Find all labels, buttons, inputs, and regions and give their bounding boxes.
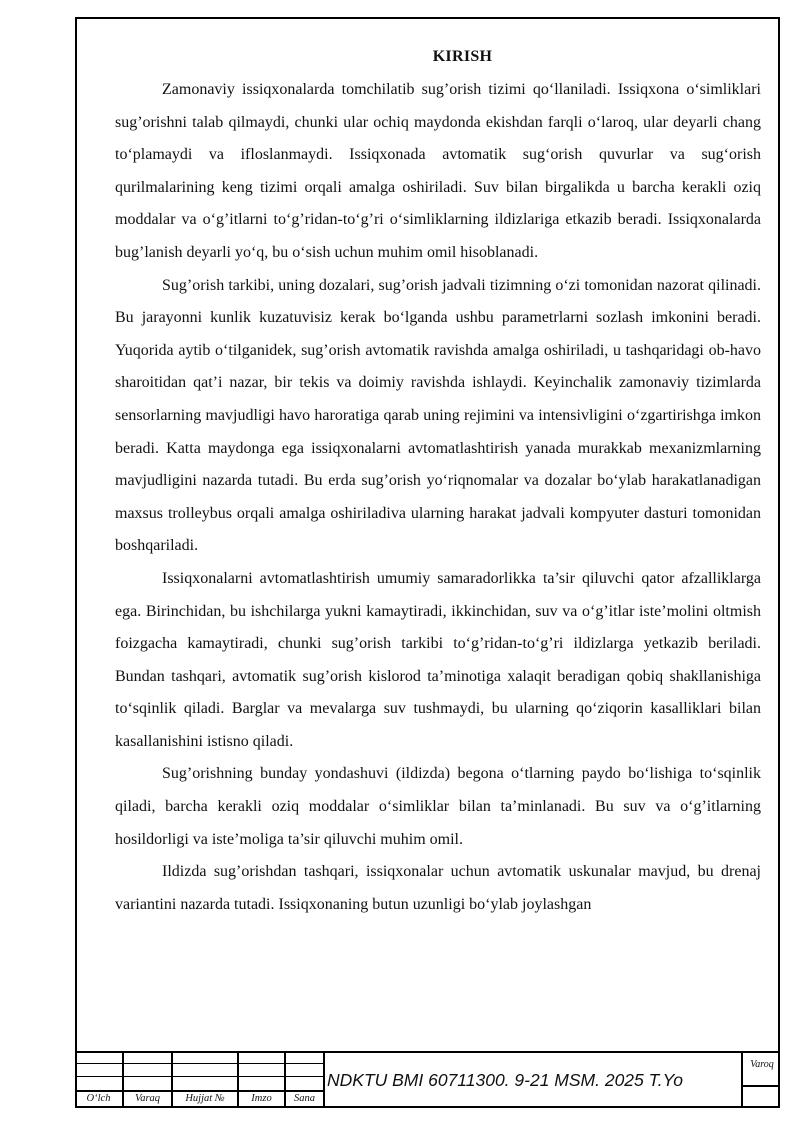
stamp-top-border [75, 1051, 780, 1053]
stamp-label-olch: O‘lch [86, 1093, 111, 1104]
document-body [115, 74, 761, 921]
stamp-label-hujjat: Hujjat № [185, 1093, 225, 1104]
stamp-label-varaq: Varaq [134, 1093, 161, 1104]
paragraph-1: Zamonaviy issiqxonalarda tomchilatib sug’orish tizimi qo‘llaniladi. Issiqxona o‘simliklari sug’orishni talab qilmaydi, chunki ular ochiq maydonda ekishdan farqli o‘laroq, ular deyarli chang to‘plamaydi va ifloslanmaydi. Issiqxonada avtomatik sug‘orish quvurlar va sug‘orish qurilmalarining keng tizimi orqali amalga oshiriladi. Suv bilan birgalikda u barcha kerakli oziq moddalar va o‘g’itlarni to‘g’ridan-to‘g’ri o‘simliklarning ildizlariga etkazib beradi. Issiqxonalarda bug’lanish deyarli yo‘q, bu o‘sish uchun muhim omil hisoblanadi. [115, 81, 761, 261]
stamp-col-line [323, 1051, 325, 1108]
stamp-label-imzo: Imzo [251, 1093, 272, 1104]
paragraph-5: Ildizda sug’orishdan tashqari, issiqxonalar uchun avtomatik uskunalar mavjud, bu drenaj variantini nazarda tutadi. Issiqxonaning butun uzunligi bo‘ylab joylashgan [115, 863, 761, 913]
paragraph-3: Issiqxonalarni avtomatlashtirish umumiy samaradorlikka ta’sir qiluvchi qator afzalliklarga ega. Birinchidan, bu ishchilarga yukni kamaytiradi, ikkinchidan, suv va o‘g’itlar iste’molini oltmish foizgacha kamaytiradi, chunki sug’orish tarkibi to‘g’ridan-to‘g’ri ildizlarga yetkazib beriladi. Bundan tashqari, avtomatik sug’orish kislorod ta’minotiga xalaqit beradigan qobiq shakllanishiga to‘sqinlik qiladi. Barglar va mevalarga suv tushmaydi, bu ularning qo‘ziqorin kasalliklari bilan kasallanishini istisno qiladi. [115, 569, 761, 750]
document-title: KIRISH [432, 48, 493, 65]
stamp-label-sana: Sana [294, 1093, 315, 1104]
stamp-sheet-line [741, 1085, 780, 1087]
title-block-stamp [75, 1051, 780, 1108]
document-code: NDKTU BMI 60711300. 9-21 MSM. 2025 T.Yo [327, 1070, 684, 1090]
stamp-row-line [75, 1063, 325, 1064]
sheet-label: Varoq [750, 1059, 774, 1070]
paragraph-4: Sug’orishning bunday yondashuvi (ildizda) begona o‘tlarning paydo bo‘lishiga to‘sqinlik qiladi, barcha kerakli oziq moddalar o‘simliklar bilan ta’minlanadi. Bu suv va o‘g’itlarning hosildorligi va iste’moliga ta’sir qiluvchi muhim omil. [115, 765, 761, 848]
stamp-row-line [75, 1076, 325, 1077]
paragraph-2: Sug’orish tarkibi, uning dozalari, sug’orish jadvali tizimning o‘zi tomonidan nazorat qilinadi. Bu jarayonni kunlik kuzatuvisiz kerak bo‘lganda ushbu parametrlarni sozlash imkonini beradi. Yuqorida aytib o‘tilganidek, sug’orish avtomatik ravishda amalga oshiriladi, u tashqaridagi ob-havo sharoitidan qat’i nazar, bir tekis va doimiy ravishda ishlaydi. Keyinchalik zamonaviy tizimlarda sensorlarning mavjudligi havo haroratiga qarab uning rejimini va intensivligini o‘zgartirishga imkon beradi. Katta maydonga ega issiqxonalarni avtomatlashtirish yanada murakkab mexanizmlarning mavjudligini nazarda tutadi. Bu erda sug’orish yo‘riqnomalar va dozalar bo‘ylab harakatlanadigan maxsus trolleybus orqali amalga oshiriladiva ularning harakat jadvali kompyuter dasturi tomonidan boshqariladi. [115, 276, 761, 555]
